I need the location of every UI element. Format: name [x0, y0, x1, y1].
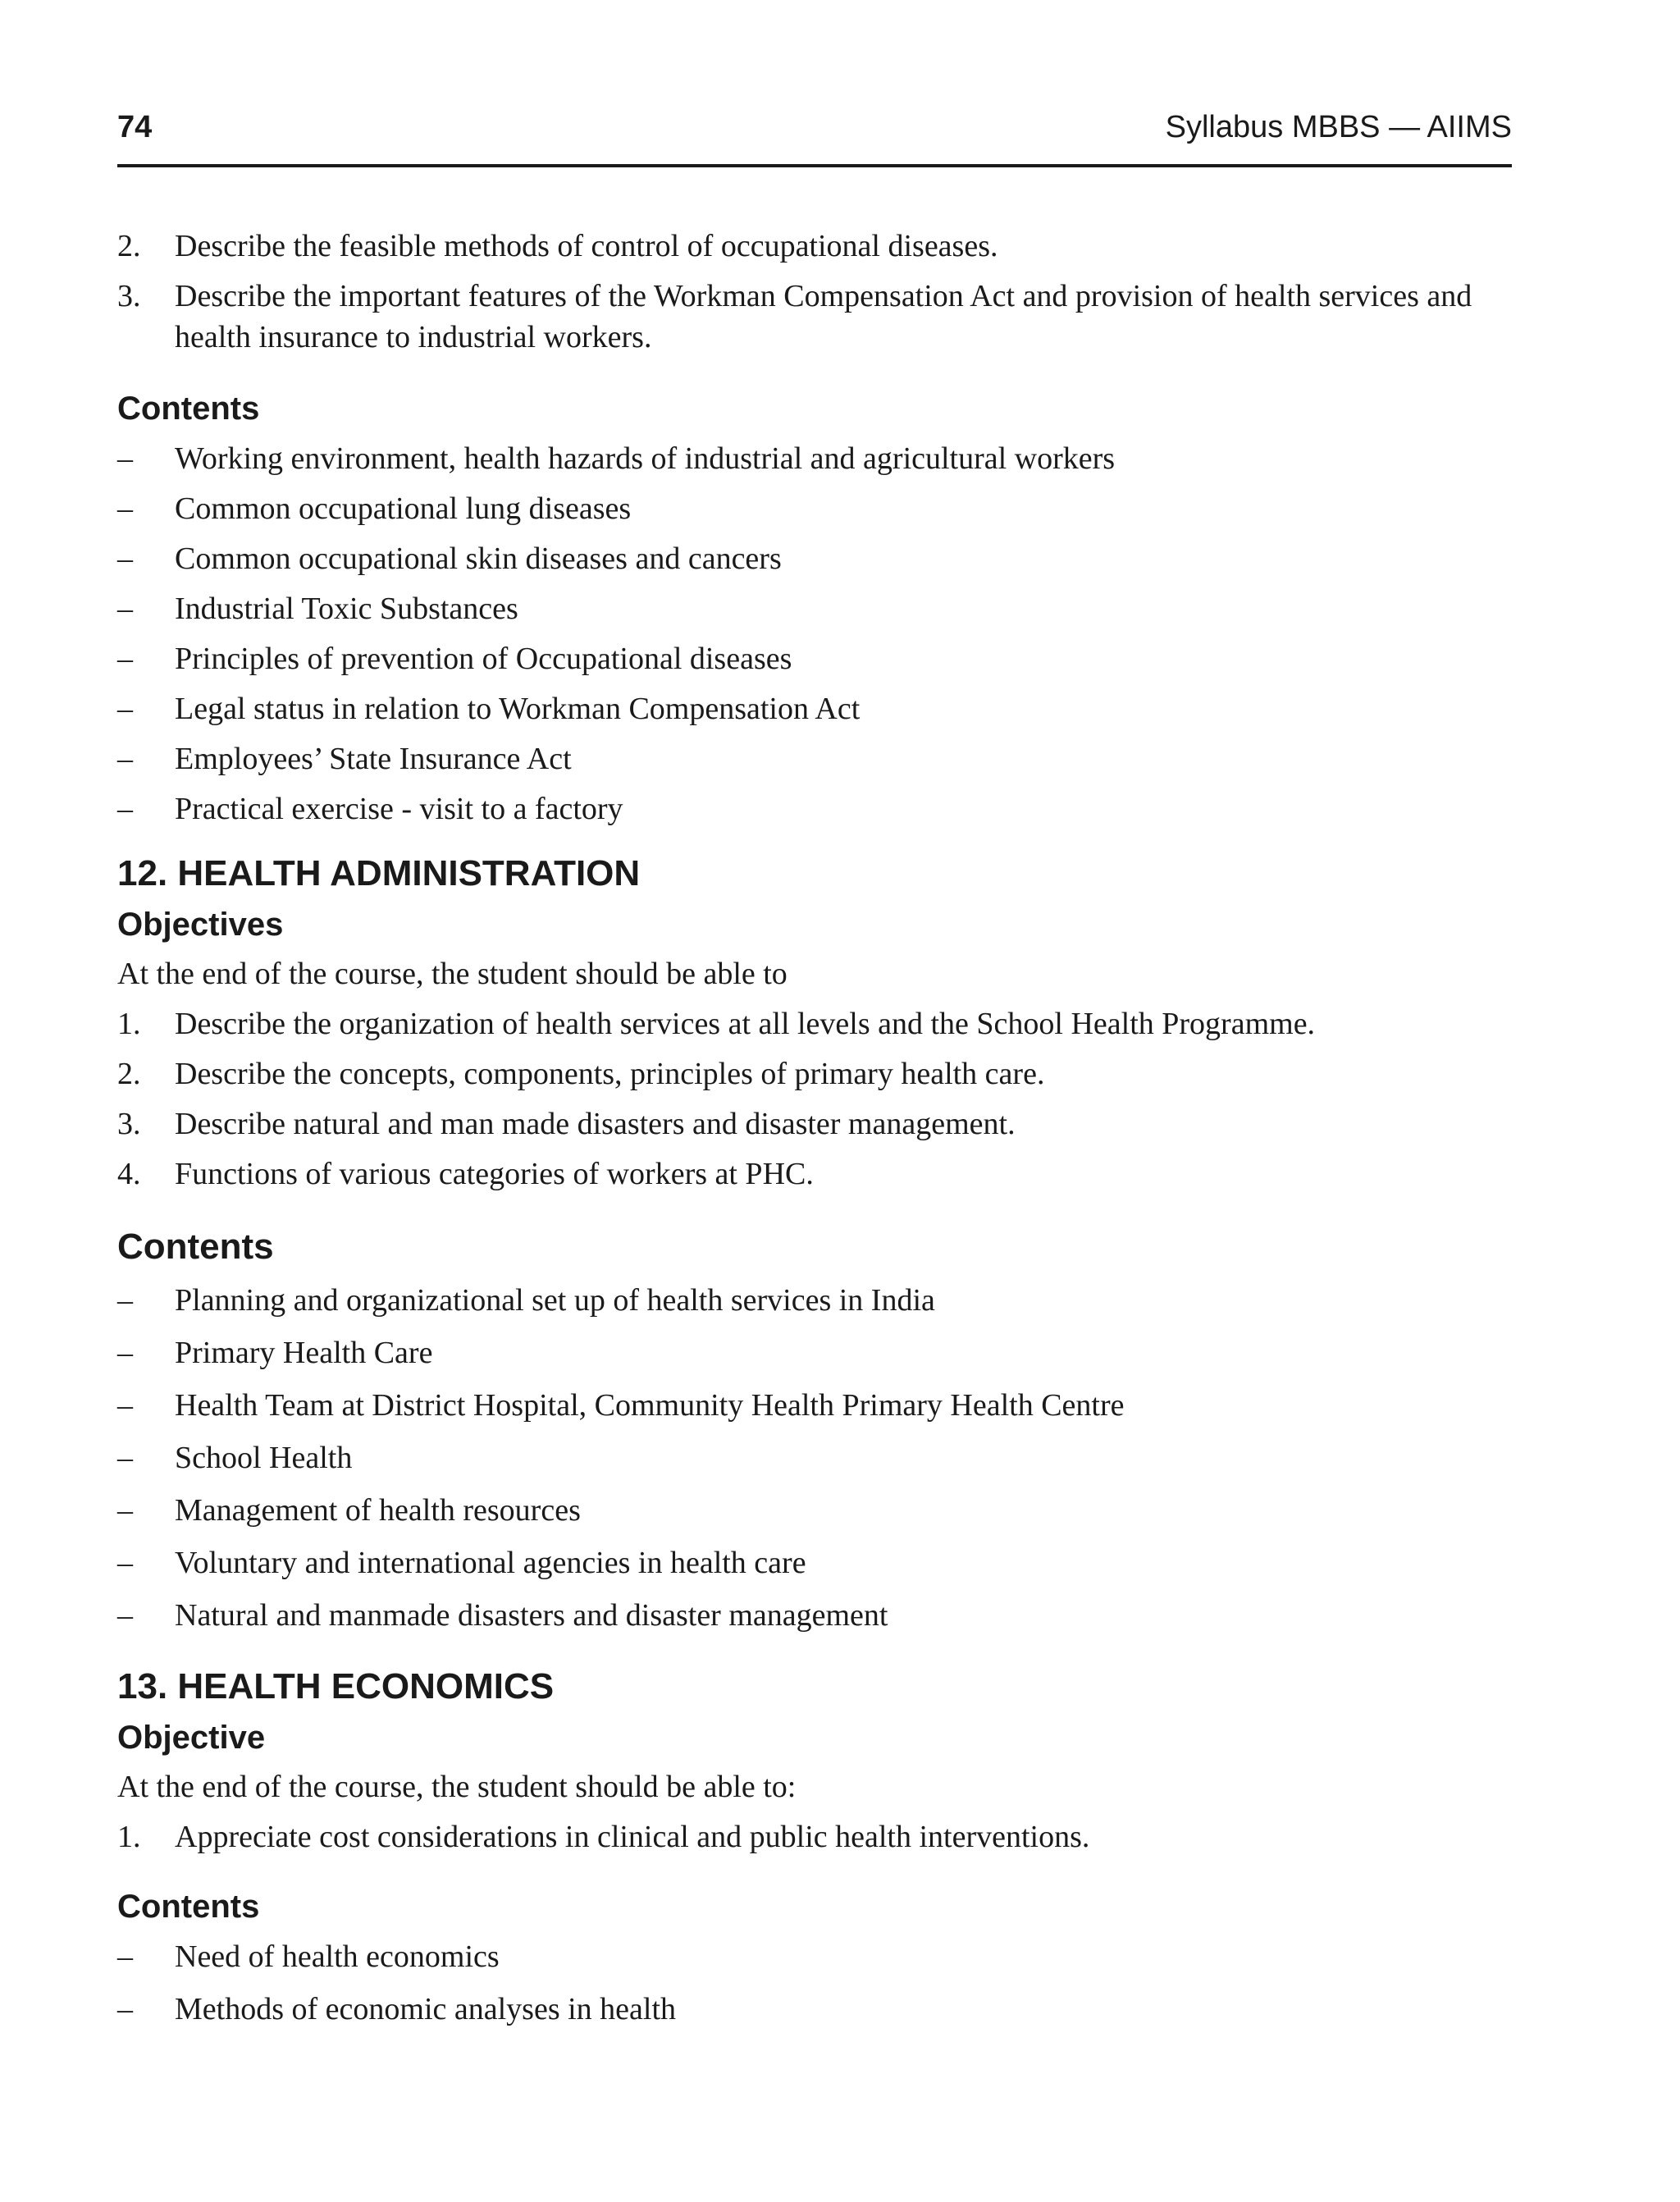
objectives-intro: At the end of the course, the student should be able to: [117, 957, 788, 991]
contents-item: [117, 1280, 1516, 1321]
page-body: [117, 226, 1516, 2039]
item-number: 2.: [117, 229, 141, 263]
item-text: Planning and organizational set up of health services in India: [175, 1283, 935, 1318]
item-text: Practical exercise - visit to a factory: [175, 792, 623, 826]
item-number: 1.: [117, 1820, 141, 1854]
dash-bullet: –: [117, 1336, 133, 1370]
contents-heading: Contents: [117, 391, 260, 427]
dash-bullet: –: [117, 1283, 133, 1318]
item-text: Methods of economic analyses in health: [175, 1992, 677, 2026]
item-text: Describe natural and man made disasters and disaster management.: [175, 1107, 1016, 1141]
item-text: Describe the important features of the Workman Compensation Act and provision of health services and health insurance to industrial workers.: [175, 279, 1472, 354]
item-text: Need of health economics: [175, 1939, 500, 1974]
dash-bullet: –: [117, 1992, 133, 2026]
dash-bullet: –: [117, 541, 133, 576]
item-number: 1.: [117, 1007, 141, 1041]
dash-bullet: –: [117, 642, 133, 676]
item-text: Functions of various categories of workers at PHC.: [175, 1157, 814, 1191]
contents-item: [117, 438, 1516, 479]
dash-bullet: –: [117, 592, 133, 626]
objective-item: [117, 1154, 1516, 1195]
page-number: 74: [117, 110, 153, 144]
item-text: Common occupational skin diseases and cancers: [175, 541, 782, 576]
item-text: Natural and manmade disasters and disaster management: [175, 1598, 888, 1633]
objectives-intro: At the end of the course, the student should be able to:: [117, 1770, 797, 1804]
objective-item: [117, 276, 1516, 358]
dash-bullet: –: [117, 1546, 133, 1580]
contents-item: [117, 538, 1516, 579]
item-text: Describe the feasible methods of control of occupational diseases.: [175, 229, 998, 263]
section-title: 13. HEALTH ECONOMICS: [117, 1666, 555, 1706]
contents-heading: Contents: [117, 1227, 274, 1267]
contents-item: [117, 788, 1516, 829]
contents-item: [117, 1385, 1516, 1426]
contents-item: [117, 688, 1516, 729]
item-number: 3.: [117, 1107, 141, 1141]
contents-item: [117, 1989, 1516, 2030]
item-text: Legal status in relation to Workman Compensation Act: [175, 692, 861, 726]
running-head: Syllabus MBBS — AIIMS: [1165, 110, 1512, 144]
dash-bullet: –: [117, 1441, 133, 1475]
item-number: 3.: [117, 279, 141, 313]
item-text: Common occupational lung diseases: [175, 491, 632, 526]
contents-item: [117, 1490, 1516, 1531]
item-text: Describe the organization of health services at all levels and the School Health Programme.: [175, 1007, 1316, 1041]
contents-item: [117, 1437, 1516, 1478]
item-text: Primary Health Care: [175, 1336, 433, 1370]
contents-item: [117, 1595, 1516, 1636]
contents-item: [117, 738, 1516, 779]
contents-item: [117, 1542, 1516, 1583]
item-text: Working environment, health hazards of industrial and agricultural workers: [175, 441, 1116, 476]
item-number: 2.: [117, 1057, 141, 1091]
dash-bullet: –: [117, 1598, 133, 1633]
item-text: Principles of prevention of Occupational diseases: [175, 642, 792, 676]
item-text: Describe the concepts, components, principles of primary health care.: [175, 1057, 1045, 1091]
item-text: School Health: [175, 1441, 353, 1475]
objective-item: [117, 226, 1516, 267]
dash-bullet: –: [117, 1939, 133, 1974]
item-text: Management of health resources: [175, 1493, 581, 1528]
contents-item: [117, 1936, 1516, 1977]
section-title: 12. HEALTH ADMINISTRATION: [117, 853, 641, 893]
dash-bullet: –: [117, 742, 133, 776]
dash-bullet: –: [117, 491, 133, 526]
dash-bullet: –: [117, 792, 133, 826]
item-text: Employees’ State Insurance Act: [175, 742, 572, 776]
objective-item: [117, 1103, 1516, 1144]
objective-item: [117, 1816, 1516, 1857]
item-text: Appreciate cost considerations in clinical and public health interventions.: [175, 1820, 1090, 1854]
item-text: Voluntary and international agencies in health care: [175, 1546, 806, 1580]
contents-item: [117, 638, 1516, 679]
item-text: Health Team at District Hospital, Community Health Primary Health Centre: [175, 1388, 1125, 1423]
objective-item: [117, 1003, 1516, 1044]
objective-item: [117, 1053, 1516, 1094]
item-number: 4.: [117, 1157, 141, 1191]
dash-bullet: –: [117, 1388, 133, 1423]
contents-heading: Contents: [117, 1889, 260, 1925]
contents-item: [117, 1332, 1516, 1373]
objective-heading: Objective: [117, 1720, 266, 1756]
dash-bullet: –: [117, 441, 133, 476]
page-header: [117, 105, 1512, 167]
dash-bullet: –: [117, 1493, 133, 1528]
contents-item: [117, 588, 1516, 629]
objectives-heading: Objectives: [117, 907, 284, 943]
item-text: Industrial Toxic Substances: [175, 592, 518, 626]
contents-item: [117, 488, 1516, 529]
dash-bullet: –: [117, 692, 133, 726]
